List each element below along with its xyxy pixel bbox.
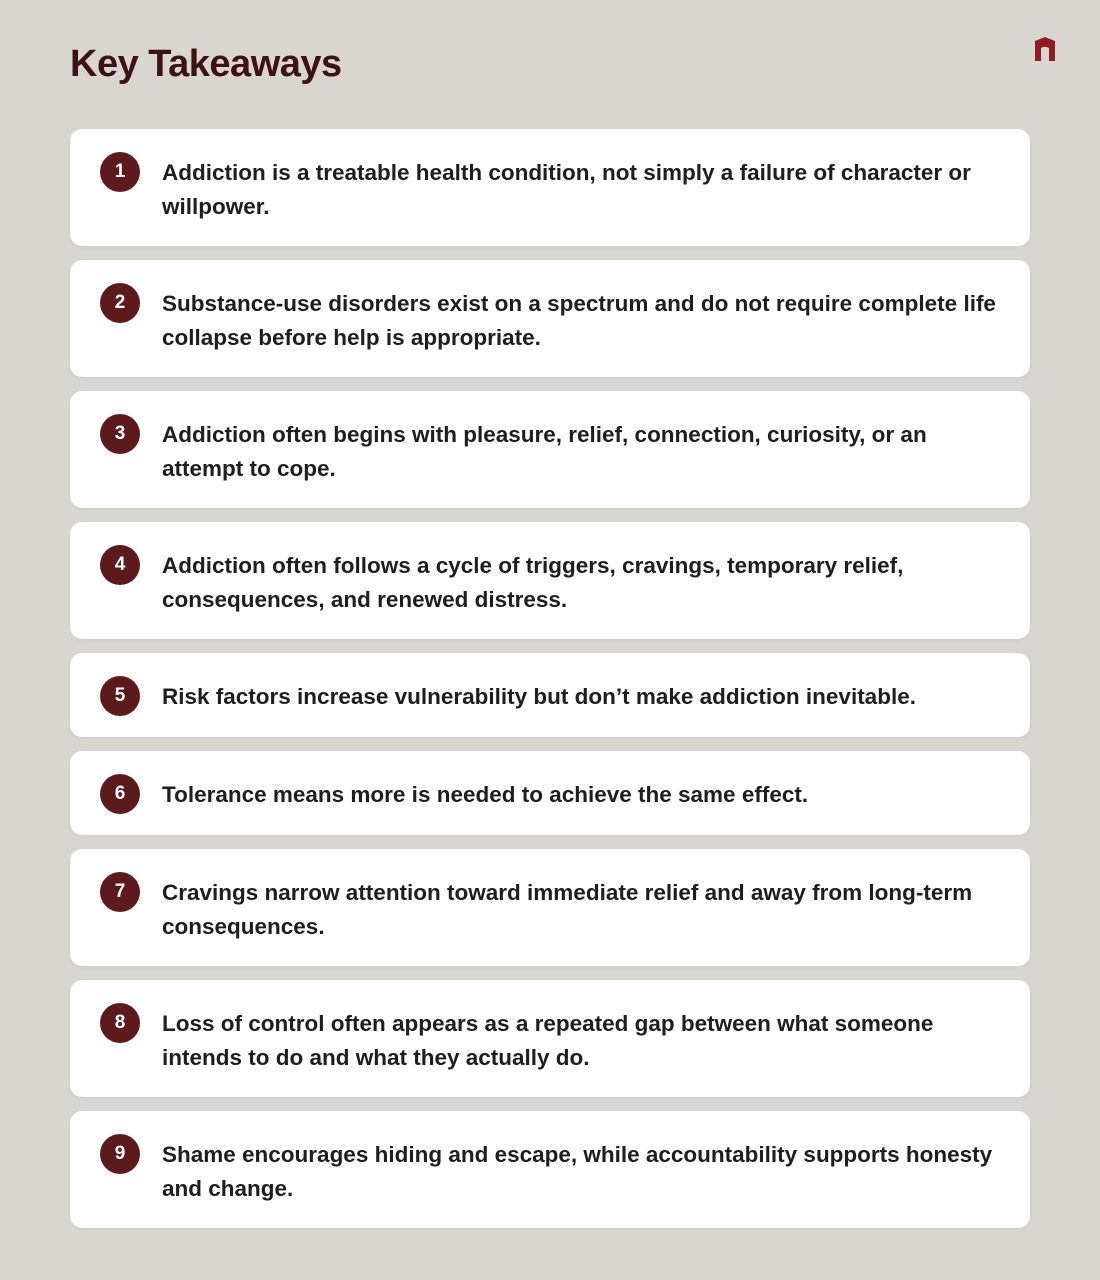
takeaway-text: Substance-use disorders exist on a spectrum and do not require complete life collapse before help is appropriate. <box>162 291 996 350</box>
takeaway-card <box>70 751 1030 835</box>
takeaway-card <box>70 849 1030 966</box>
page-title: Key Takeaways <box>70 43 342 85</box>
takeaway-card <box>70 1111 1030 1228</box>
number-badge: 9 <box>100 1134 140 1174</box>
number-badge: 6 <box>100 774 140 814</box>
number-badge: 1 <box>100 152 140 192</box>
takeaway-list <box>70 129 1030 1242</box>
takeaway-text: Shame encourages hiding and escape, while accountability supports honesty and change. <box>162 1142 993 1201</box>
takeaway-text: Tolerance means more is needed to achieve the same effect. <box>162 782 809 807</box>
takeaway-text: Addiction is a treatable health condition, not simply a failure of character or willpower. <box>162 160 971 219</box>
takeaway-text: Addiction often follows a cycle of triggers, cravings, temporary relief, consequences, and renewed distress. <box>162 553 904 612</box>
number-badge: 5 <box>100 676 140 716</box>
number-badge: 8 <box>100 1003 140 1043</box>
number-badge: 7 <box>100 872 140 912</box>
takeaway-text: Cravings narrow attention toward immediate relief and away from long-term consequences. <box>162 880 973 939</box>
takeaway-card <box>70 391 1030 508</box>
takeaway-card <box>70 653 1030 737</box>
takeaway-card <box>70 129 1030 246</box>
takeaway-card <box>70 522 1030 639</box>
takeaway-text: Loss of control often appears as a repeated gap between what someone intends to do and what they actually do. <box>162 1011 934 1070</box>
takeaway-text: Addiction often begins with pleasure, relief, connection, curiosity, or an attempt to cope. <box>162 422 927 481</box>
number-badge: 4 <box>100 545 140 585</box>
number-badge: 2 <box>100 283 140 323</box>
takeaway-card <box>70 980 1030 1097</box>
shield-logo-icon <box>1034 36 1056 62</box>
takeaway-card <box>70 260 1030 377</box>
number-badge: 3 <box>100 414 140 454</box>
takeaway-text: Risk factors increase vulnerability but don’t make addiction inevitable. <box>162 684 916 709</box>
